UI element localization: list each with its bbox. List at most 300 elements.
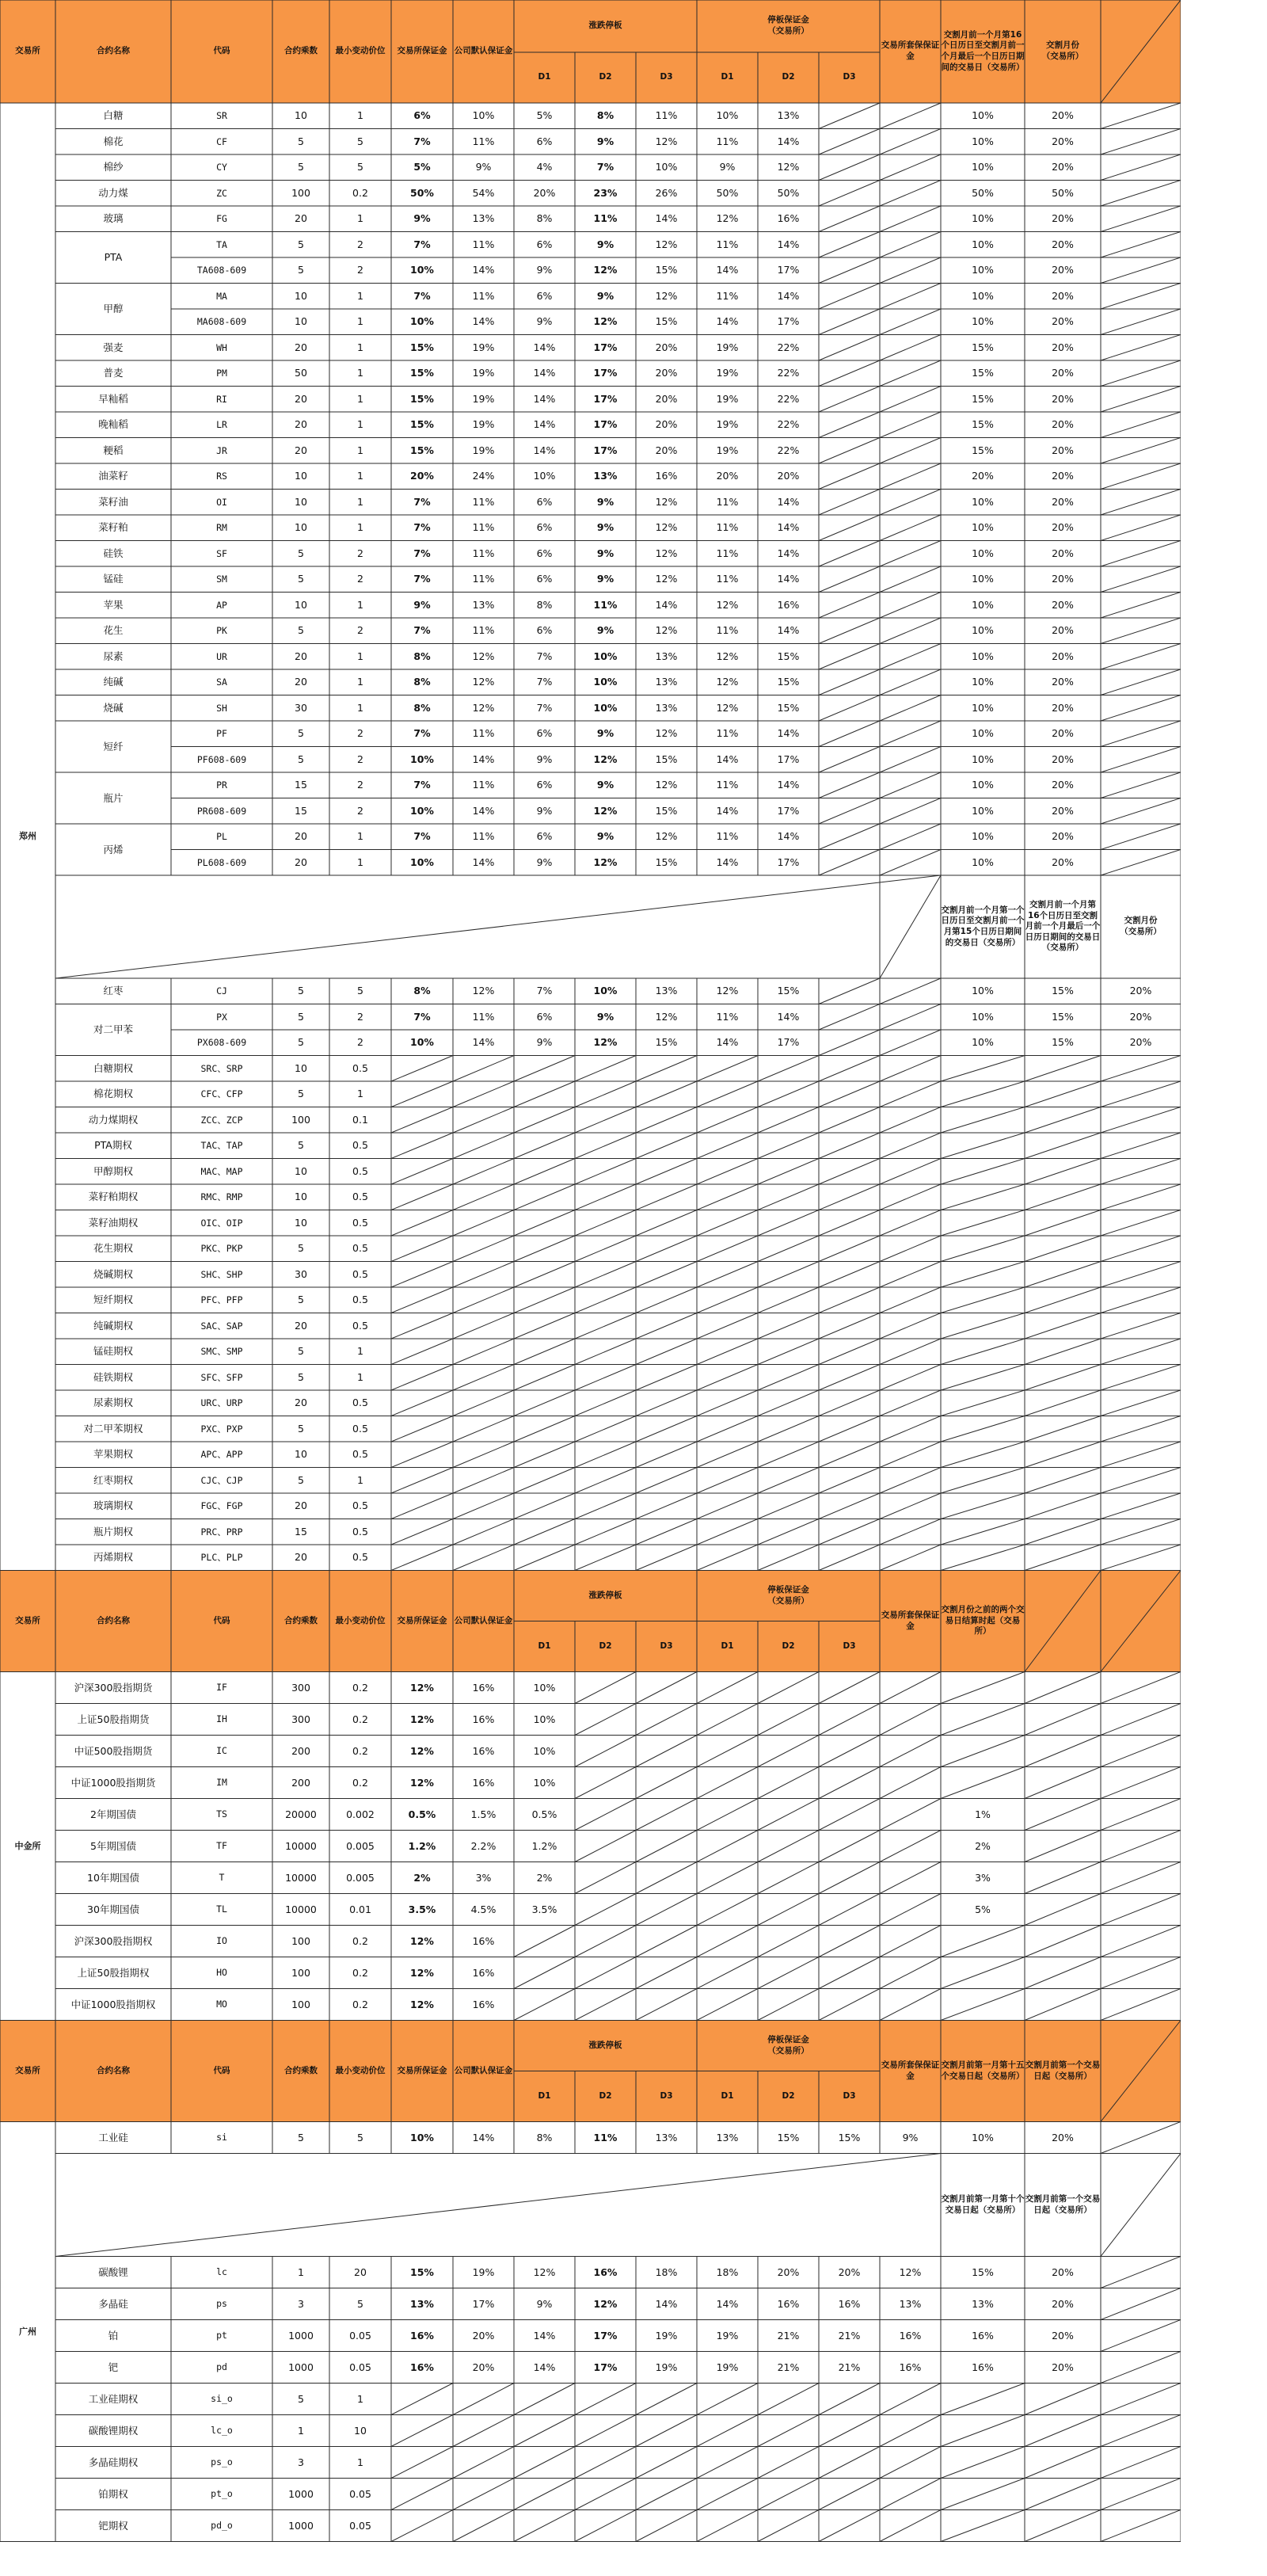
delivery-value: 20% [1052,212,1074,225]
delivery-value: 20% [1052,495,1074,508]
value-cell: 0.2 [352,1681,368,1694]
value-cell: 300 [291,1681,310,1694]
option-name: 硅铁期权 [93,1370,133,1383]
empty-cell-slash [514,1468,575,1494]
empty-cell-slash [391,1545,453,1571]
empty-cell-slash [575,1339,636,1365]
empty-cell-slash [391,1365,453,1391]
contract-code: RS [216,471,227,482]
delivery-value: 13% [972,2297,994,2310]
header-d2: D2 [599,1640,612,1651]
value-cell: 22% [777,392,800,405]
empty-cell-slash [880,2479,941,2510]
value-cell: 10 [354,2424,367,2437]
empty-cell-slash [819,154,880,181]
empty-cell-slash [819,824,880,850]
empty-cell-slash [880,618,941,644]
value-cell: 7% [413,495,431,508]
contract-code: SF [216,547,227,559]
header-limit-margin: 停板保证金 （交易所） [767,15,809,36]
value-cell: 3 [298,2297,304,2310]
empty-cell-slash [391,1081,453,1107]
delivery-value: 20% [1052,315,1074,328]
delivery-value: 10% [972,830,994,843]
empty-cell-slash [1101,1926,1181,1957]
empty-cell-slash [575,1831,636,1862]
value-cell: 2 [357,804,363,817]
empty-cell-slash [1101,490,1181,516]
empty-cell-slash [1025,1107,1101,1134]
empty-cell-slash [636,1704,697,1736]
value-cell: 30 [295,1267,307,1280]
value-cell: 19% [716,392,739,405]
empty-cell-slash [880,669,941,695]
value-cell: 11% [472,135,495,147]
value-cell: 0.5 [352,1551,368,1564]
empty-cell-slash [453,1468,514,1494]
empty-cell-slash [1101,772,1181,798]
empty-cell-slash [1101,1519,1181,1545]
header-hedge: 交易所套保保证金 [881,40,940,61]
empty-cell-slash [941,2384,1025,2415]
empty-cell-slash [941,1390,1025,1416]
value-cell: 2 [357,624,363,637]
empty-cell-slash [880,206,941,232]
value-cell: 16% [472,1998,495,2010]
value-cell: 5 [298,264,304,276]
header-contract: 合约名称 [97,2065,130,2075]
value-cell: 50% [410,186,434,199]
empty-cell-slash [819,669,880,695]
delivery-value: 20% [1052,753,1074,765]
empty-cell-slash [1101,721,1181,747]
header-limit: 涨跌停板 [588,2040,622,2050]
empty-cell-slash [453,1107,514,1134]
value-cell: 20000 [285,1808,317,1820]
value-cell: 0.1 [352,1113,368,1126]
empty-cell-slash [941,2447,1025,2479]
contract-name: 动力煤 [98,186,128,199]
value-cell: 3% [475,1871,492,1884]
value-cell: 2% [536,1871,553,1884]
delivery-value: 20% [1052,701,1074,714]
header-limit-margin: 停板保证金 （交易所） [767,1584,809,1606]
contract-code: FG [216,213,227,225]
value-cell: 11% [472,547,495,559]
empty-cell-slash [1101,1081,1181,1107]
value-cell: 10% [655,161,678,173]
empty-cell-slash [575,1545,636,1571]
contract-name: 棉纱 [103,161,124,173]
empty-cell-slash [819,335,880,361]
value-cell: 9% [596,135,614,147]
option-name: 瓶片期权 [93,1525,133,1538]
empty-cell-slash [575,1799,636,1831]
empty-cell-slash [1101,1545,1181,1571]
empty-cell-slash [880,1894,941,1926]
delivery-value: 10% [972,855,994,868]
empty-cell-slash [758,1736,819,1767]
value-cell: 16% [777,212,800,225]
value-cell: 19% [716,367,739,379]
option-code: MAC、MAP [200,1165,243,1177]
contract-code: MO [216,1999,227,2010]
value-cell: 21% [838,2329,861,2342]
delivery-value: 20% [1129,985,1152,997]
empty-cell-slash [758,2415,819,2447]
empty-cell-slash [941,1081,1025,1107]
header-multiplier: 合约乘数 [284,2065,318,2075]
value-cell: 10% [593,650,618,662]
empty-cell-slash [697,1210,758,1237]
empty-cell-slash [819,1545,880,1571]
value-cell: 19% [655,2329,678,2342]
empty-cell-slash [697,1416,758,1442]
empty-cell-slash [1025,1339,1101,1365]
value-cell: 100 [291,1934,310,1947]
value-cell: 12% [716,650,739,662]
empty-cell-slash [514,1287,575,1313]
empty-cell-slash [1101,1672,1181,1704]
empty-cell-slash [697,1736,758,1767]
option-code: PLC、PLP [200,1552,243,1564]
value-cell: 11% [716,289,739,302]
value-cell: 5 [298,753,304,765]
empty-cell-slash [453,2479,514,2510]
empty-cell-slash [391,2479,453,2510]
option-code: pd_o [211,2520,233,2532]
empty-cell-slash [575,1926,636,1957]
delivery-value: 20% [1052,341,1074,353]
header-d3: D3 [843,2090,856,2101]
header-tick: 最小变动价位 [335,1615,386,1625]
value-cell: 12% [410,1934,434,1947]
delivery-value: 3% [975,1871,991,1884]
empty-cell-slash [514,1416,575,1442]
empty-cell-slash [1101,1704,1181,1736]
empty-cell-slash [697,1799,758,1831]
value-cell: 1 [357,418,363,431]
option-code: CJC、CJP [200,1474,243,1486]
header-d3: D3 [660,72,673,82]
value-cell: 9% [719,161,736,173]
value-cell: 22% [777,367,800,379]
empty-cell-slash [880,978,941,1004]
header-multiplier: 合约乘数 [284,1615,318,1625]
delivery-value: 10% [972,521,994,534]
empty-cell-slash [941,1159,1025,1185]
header-d3: D3 [843,72,856,82]
value-cell: 17% [777,804,800,817]
value-cell: 14% [777,289,800,302]
header-limit: 涨跌停板 [588,1590,622,1600]
value-cell: 6% [536,238,553,250]
empty-cell-slash [758,1704,819,1736]
empty-cell-slash [1101,1831,1181,1862]
empty-cell-slash [636,1262,697,1288]
value-cell: 4.5% [470,1903,497,1915]
value-cell: 5 [357,985,363,997]
contract-code: pd [216,2361,227,2373]
empty-cell-slash [391,1416,453,1442]
empty-cell-slash [880,593,941,619]
option-name: 锰硅期权 [93,1345,133,1358]
empty-cell-slash [819,129,880,155]
value-cell: 13% [655,701,678,714]
empty-cell-slash [575,1056,636,1082]
value-cell: 10 [295,1191,307,1203]
delivery-value: 20% [1052,547,1074,559]
contract-name: 工业硅 [98,2131,128,2143]
empty-cell-slash [514,1957,575,1989]
empty-cell-slash [758,1390,819,1416]
delivery-value: 20% [1052,804,1074,817]
value-cell: 6% [413,109,431,122]
empty-cell-slash [575,1365,636,1391]
empty-cell-slash [819,1262,880,1288]
value-cell: 21% [777,2361,800,2373]
value-cell: 9% [596,727,614,740]
empty-cell-slash [880,1390,941,1416]
contract-code: OI [216,496,227,508]
empty-cell-slash [575,1468,636,1494]
note-row-slash [55,875,941,978]
value-cell: 5 [298,238,304,250]
empty-cell-slash [697,1339,758,1365]
value-cell: 5 [298,573,304,585]
empty-cell-slash [575,1704,636,1736]
delivery-value: 20% [1052,289,1074,302]
empty-cell-slash [1101,2257,1181,2288]
value-cell: 20 [295,1499,307,1512]
contract-code: PF [216,728,227,740]
empty-cell-slash [1101,154,1181,181]
value-cell: 11% [472,727,495,740]
delivery-value: 10% [972,315,994,328]
value-cell: 14% [716,1036,739,1049]
value-cell: 7% [413,573,431,585]
contract-code: SM [216,574,227,585]
value-cell: 19% [472,341,495,353]
value-cell: 15% [777,676,800,688]
delivery-value: 15% [1052,985,1074,997]
empty-cell-slash [575,1159,636,1185]
empty-cell-slash [941,1416,1025,1442]
value-cell: 1 [357,676,363,688]
empty-cell-slash [636,1159,697,1185]
value-cell: 5 [298,1294,304,1306]
value-cell: 20 [295,830,307,843]
delivery-value: 10% [972,598,994,611]
value-cell: 5 [298,547,304,559]
value-cell: 15% [410,392,434,405]
value-cell: 50% [777,186,800,199]
empty-cell-slash [697,1236,758,1262]
value-cell: 2 [357,547,363,559]
empty-cell-slash [880,284,941,310]
empty-cell-slash [819,2415,880,2447]
contract-code: WH [216,341,227,353]
option-name: 苹果期权 [93,1448,133,1461]
delivery-value: 20% [1052,238,1074,250]
empty-cell-slash [880,1767,941,1799]
empty-cell-slash [514,1056,575,1082]
header-limit: 涨跌停板 [588,21,622,31]
value-cell: 1 [357,495,363,508]
value-cell: 1 [357,1370,363,1383]
empty-cell-slash [1101,1493,1181,1519]
value-cell: 12% [472,701,495,714]
value-cell: 20% [655,418,678,431]
empty-cell-slash [514,1081,575,1107]
value-cell: 9% [413,212,431,225]
delivery-value: 20% [1052,264,1074,276]
empty-cell-slash [819,309,880,335]
header-code: 代码 [213,1615,230,1625]
empty-cell-slash [453,2415,514,2447]
option-code: pt_o [211,2488,233,2500]
value-cell: 11% [716,779,739,791]
option-code: ZCC、ZCP [200,1114,243,1126]
empty-cell-slash [880,181,941,207]
value-cell: 8% [536,2131,553,2143]
empty-cell-slash [819,1736,880,1767]
delivery-value: 10% [972,804,994,817]
empty-cell-slash [575,1262,636,1288]
exchange-cffex: 中金所 [14,1840,41,1851]
value-cell: 12% [716,985,739,997]
delivery-value: 16% [972,2361,994,2373]
value-cell: 5 [357,161,363,173]
value-cell: 10 [295,521,307,534]
value-cell: 14% [655,2297,678,2310]
contract-code: PX608-609 [196,1037,247,1049]
contract-code: MA608-609 [196,316,247,328]
value-cell: 7% [413,238,431,250]
empty-cell-slash [575,1989,636,2021]
value-cell: 20 [295,418,307,431]
empty-cell-slash [391,2510,453,2542]
value-cell: 20 [295,212,307,225]
empty-cell-slash [1101,2320,1181,2352]
empty-cell-slash [758,1236,819,1262]
empty-cell-slash [819,1004,880,1031]
value-cell: 12% [472,985,495,997]
empty-cell-slash [453,2384,514,2415]
empty-cell-slash [880,309,941,335]
value-cell: 10% [716,109,739,122]
value-cell: 14% [777,495,800,508]
contract-name: 短纤 [103,740,124,753]
empty-cell-slash [1101,335,1181,361]
contract-code: AP [216,599,227,611]
value-cell: 20 [295,650,307,662]
delivery-value: 10% [972,676,994,688]
empty-cell-slash [1101,2510,1181,2542]
empty-cell-slash [1101,515,1181,541]
empty-cell-slash [697,1133,758,1159]
value-cell: 5 [298,624,304,637]
value-cell: 1 [357,650,363,662]
contract-code: si [216,2132,227,2143]
contract-name: 棉花 [103,135,124,147]
empty-cell-slash [636,2415,697,2447]
delivery-value: 10% [972,1036,994,1049]
empty-cell-slash [758,1159,819,1185]
empty-cell-slash [880,1133,941,1159]
empty-cell-slash [819,593,880,619]
value-cell: 17% [777,855,800,868]
empty-cell-slash [453,1519,514,1545]
empty-cell-slash [880,1287,941,1313]
exchange-gfex: 广州 [19,2326,36,2337]
empty-cell-slash [636,1390,697,1416]
option-name: 铂期权 [98,2487,128,2500]
empty-cell-slash [819,850,880,876]
value-cell: 21% [777,2329,800,2342]
empty-cell-slash [391,1390,453,1416]
header-contract: 合约名称 [97,46,130,56]
empty-cell-slash [391,2415,453,2447]
option-name: 纯碱期权 [93,1319,133,1332]
empty-cell-slash [575,1736,636,1767]
value-cell: 8% [536,212,553,225]
empty-cell-slash [880,1831,941,1862]
value-cell: 9% [536,264,553,276]
value-cell: 15% [655,753,678,765]
option-code: SAC、SAP [200,1320,243,1332]
contract-code: TS [216,1808,227,1820]
delivery-value: 20% [972,470,994,482]
value-cell: 0.005 [346,1839,375,1852]
empty-cell-slash [1101,1989,1181,2021]
delivery-value: 2% [975,1839,991,1852]
empty-cell-slash [758,2447,819,2479]
empty-cell-slash [758,1133,819,1159]
empty-cell-slash [819,232,880,258]
value-cell: 14% [533,2329,556,2342]
value-cell: 15% [655,1036,678,1049]
contract-code: CY [216,162,227,173]
empty-cell-slash [1101,644,1181,670]
value-cell: 6% [536,779,553,791]
empty-cell-slash [1025,2415,1101,2447]
contract-name: 2年期国债 [90,1808,136,1820]
empty-cell-slash [391,2384,453,2415]
empty-cell-slash [1101,1287,1181,1313]
empty-cell-slash [575,1287,636,1313]
empty-cell-slash [514,2510,575,2542]
value-cell: 12% [472,650,495,662]
exchange-zhengzhou: 郑州 [19,831,36,842]
empty-cell-slash [1101,2384,1181,2415]
value-cell: 10% [410,855,434,868]
value-cell: 9% [536,1036,553,1049]
value-cell: 2 [357,238,363,250]
value-cell: 12% [593,804,618,817]
empty-cell-slash [636,1081,697,1107]
header-gfex-note-b: 交割月前第一个交易日起（交易所） [1025,2060,1101,2081]
empty-cell-slash [880,387,941,413]
empty-cell-slash [1025,2510,1101,2542]
value-cell: 0.2 [352,1776,368,1789]
empty-cell-slash [453,1133,514,1159]
empty-cell-slash [1101,206,1181,232]
empty-cell-slash [575,1767,636,1799]
header-d1: D1 [721,2090,734,2101]
empty-cell-slash [391,1339,453,1365]
value-cell: 14% [716,804,739,817]
